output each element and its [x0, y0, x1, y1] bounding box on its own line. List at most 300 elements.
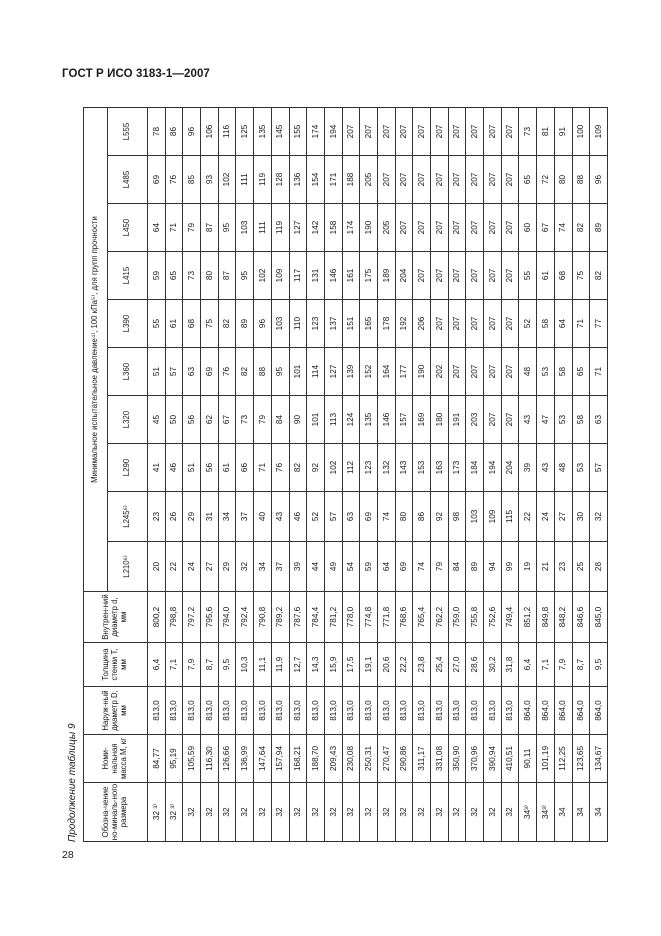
table-cell: 32 — [466, 783, 484, 842]
table-cell: 207 — [448, 300, 466, 348]
table-cell: 111 — [254, 204, 272, 252]
table-cell: 813,0 — [431, 687, 449, 735]
table-cell: 290,86 — [395, 735, 413, 783]
table-cell: 813,0 — [342, 687, 360, 735]
table-cell: 759,0 — [448, 592, 466, 643]
table-row — [448, 108, 466, 842]
table-cell: 96 — [590, 156, 608, 204]
table-cell: 813,0 — [360, 687, 378, 735]
table-cell: 56 — [201, 444, 219, 492]
table-cell: 74 — [413, 542, 431, 592]
table-cell: 207 — [501, 204, 519, 252]
table-cell: 51 — [148, 348, 166, 396]
table-cell: 207 — [501, 252, 519, 300]
table-cell: 84 — [271, 396, 289, 444]
table-cell: 24 — [183, 542, 201, 592]
table-cell: 123,65 — [572, 735, 590, 783]
table-cell: 32 ³⁾ — [165, 783, 183, 842]
table-cell: 73 — [183, 252, 201, 300]
table-cell: 207 — [484, 252, 502, 300]
table-cell: 109 — [590, 108, 608, 156]
table-cell: 57 — [165, 348, 183, 396]
table-cell: 207 — [413, 108, 431, 156]
table-cell: 81 — [537, 108, 555, 156]
table-cell: 88 — [572, 156, 590, 204]
table-row — [254, 108, 272, 842]
table-cell: 174 — [307, 108, 325, 156]
table-cell: 128 — [271, 156, 289, 204]
table-cell: 137 — [324, 300, 342, 348]
table-cell: 115 — [501, 492, 519, 542]
table-cell: 32 — [254, 783, 272, 842]
table-cell: 207 — [501, 300, 519, 348]
table-cell: 19 — [519, 542, 537, 592]
table-cell: 101 — [289, 348, 307, 396]
table-row — [271, 108, 289, 842]
table-cell: 80 — [554, 156, 572, 204]
table-cell: 790,8 — [254, 592, 272, 643]
table-cell: 813,0 — [484, 687, 502, 735]
table-cell: 80 — [395, 492, 413, 542]
table-cell: 28 — [590, 542, 608, 592]
table-cell: 67 — [218, 396, 236, 444]
table-cell: 79 — [254, 396, 272, 444]
table-cell: 34 — [254, 542, 272, 592]
table-cell: 781,2 — [324, 592, 342, 643]
table-cell: 102 — [254, 252, 272, 300]
table-cell: 168,21 — [289, 735, 307, 783]
table-cell: 41 — [148, 444, 166, 492]
table-cell: 864,0 — [572, 687, 590, 735]
table-cell: 103 — [236, 204, 254, 252]
table-row — [537, 108, 555, 842]
table-cell: 93 — [201, 156, 219, 204]
table-cell: 58 — [537, 300, 555, 348]
table-head — [84, 108, 148, 842]
table-cell: 88 — [254, 348, 272, 396]
table-cell: 32 — [413, 783, 431, 842]
table-cell: 22 — [519, 492, 537, 542]
table-cell: 161 — [342, 252, 360, 300]
table-cell: 17,5 — [342, 643, 360, 687]
table-cell: 32 — [218, 783, 236, 842]
table-row — [324, 108, 342, 842]
table-row — [377, 108, 395, 842]
table-cell: 311,17 — [413, 735, 431, 783]
table-row — [501, 108, 519, 842]
table-cell: 177 — [395, 348, 413, 396]
table-cell: 136 — [289, 156, 307, 204]
table-cell: 207 — [448, 156, 466, 204]
table-cell: 864,0 — [519, 687, 537, 735]
table-cell: 21 — [537, 542, 555, 592]
table-cell: 84 — [448, 542, 466, 592]
rotated-table-area — [63, 95, 603, 842]
table-cell: 87 — [201, 204, 219, 252]
table-cell: 188 — [342, 156, 360, 204]
document-header: ГОСТ Р ИСО 3183-1—2007 — [62, 68, 210, 80]
table-cell: 66 — [236, 444, 254, 492]
table-cell: 813,0 — [413, 687, 431, 735]
table-cell: 94 — [484, 542, 502, 592]
table-cell: 794,0 — [218, 592, 236, 643]
table-cell: 203 — [466, 396, 484, 444]
table-cell: 114 — [307, 348, 325, 396]
table-cell: 205 — [377, 204, 395, 252]
table-cell: 813,0 — [236, 687, 254, 735]
table-row — [395, 108, 413, 842]
table-cell: 207 — [448, 108, 466, 156]
table-cell: 765,4 — [413, 592, 431, 643]
table-cell: 164 — [377, 348, 395, 396]
table-cell: 39 — [519, 444, 537, 492]
table-cell: 813,0 — [183, 687, 201, 735]
table-cell: 65 — [519, 156, 537, 204]
table-cell: 32 — [342, 783, 360, 842]
grade-header: L245⁶⁾ — [108, 492, 148, 542]
table-cell: 136,99 — [236, 735, 254, 783]
table-cell: 230,08 — [342, 735, 360, 783]
table-cell: 52 — [307, 492, 325, 542]
table-cell: 784,4 — [307, 592, 325, 643]
table-cell: 105,59 — [183, 735, 201, 783]
table-row — [431, 108, 449, 842]
table-row — [183, 108, 201, 842]
table-cell: 778,0 — [342, 592, 360, 643]
table-cell: 32 — [377, 783, 395, 842]
table-cell: 188,70 — [307, 735, 325, 783]
table-cell: 797,2 — [183, 592, 201, 643]
header-mass: Номи-нальная масса M, кг — [84, 735, 148, 783]
table-cell: 67 — [537, 204, 555, 252]
table-cell: 864,0 — [590, 687, 608, 735]
table-cell: 207 — [431, 252, 449, 300]
table-cell: 123 — [360, 444, 378, 492]
table-cell: 32 — [395, 783, 413, 842]
table-cell: 845,0 — [590, 592, 608, 643]
table-cell: 32 — [271, 783, 289, 842]
header-outer-diameter: Наруж-ный диаметр D, мм — [84, 687, 148, 735]
table-cell: 207 — [431, 156, 449, 204]
table-row — [236, 108, 254, 842]
table-cell: 207 — [431, 204, 449, 252]
table-cell: 27 — [201, 542, 219, 592]
table-cell: 119 — [271, 204, 289, 252]
table-cell: 132 — [377, 444, 395, 492]
table-cell: 86 — [165, 108, 183, 156]
table-cell: 813,0 — [324, 687, 342, 735]
table-cell: 798,8 — [165, 592, 183, 643]
table-cell: 11,9 — [271, 643, 289, 687]
table-cell: 789,2 — [271, 592, 289, 643]
table-cell: 813,0 — [466, 687, 484, 735]
table-cell: 65 — [572, 348, 590, 396]
table-row — [413, 108, 431, 842]
table-cell: 57 — [590, 444, 608, 492]
table-cell: 61 — [537, 252, 555, 300]
table-cell: 169 — [413, 396, 431, 444]
table-cell: 350,90 — [448, 735, 466, 783]
table-cell: 34 — [554, 783, 572, 842]
table-cell: 9,5 — [218, 643, 236, 687]
table-cell: 207 — [431, 300, 449, 348]
table-cell: 92 — [431, 492, 449, 542]
table-row — [201, 108, 219, 842]
table-cell: 204 — [395, 252, 413, 300]
table-cell: 64 — [148, 204, 166, 252]
grade-header: L320 — [108, 396, 148, 444]
table-cell: 54 — [342, 542, 360, 592]
table-cell: 207 — [395, 204, 413, 252]
table-cell: 207 — [395, 108, 413, 156]
table-cell: 163 — [431, 444, 449, 492]
table-cell: 58 — [554, 348, 572, 396]
table-cell: 56 — [183, 396, 201, 444]
table-cell: 34 — [572, 783, 590, 842]
table-cell: 106 — [201, 108, 219, 156]
table-cell: 48 — [519, 348, 537, 396]
table-cell: 80 — [201, 252, 219, 300]
table-cell: 62 — [201, 396, 219, 444]
table-cell: 849,8 — [537, 592, 555, 643]
table-cell: 103 — [466, 492, 484, 542]
table-cell: 787,6 — [289, 592, 307, 643]
grade-header: L390 — [108, 300, 148, 348]
table-cell: 69 — [148, 156, 166, 204]
table-cell: 774,8 — [360, 592, 378, 643]
table-cell: 89 — [590, 204, 608, 252]
table-cell: 184 — [466, 444, 484, 492]
table-cell: 71 — [165, 204, 183, 252]
table-cell: 157 — [395, 396, 413, 444]
table-cell: 153 — [413, 444, 431, 492]
table-cell: 143 — [395, 444, 413, 492]
table-cell: 32 — [431, 783, 449, 842]
table-cell: 43 — [537, 444, 555, 492]
table-cell: 127 — [289, 204, 307, 252]
table-cell: 749,4 — [501, 592, 519, 643]
table-cell: 771,8 — [377, 592, 395, 643]
table-cell: 102 — [218, 156, 236, 204]
table-cell: 43 — [271, 492, 289, 542]
table-cell: 96 — [254, 300, 272, 348]
table-cell: 800,2 — [148, 592, 166, 643]
table-cell: 44 — [307, 542, 325, 592]
table-cell: 55 — [148, 300, 166, 348]
table-cell: 10,3 — [236, 643, 254, 687]
table-cell: 15,9 — [324, 643, 342, 687]
table-cell: 49 — [324, 542, 342, 592]
table-cell: 123 — [307, 300, 325, 348]
table-caption: Продолжение таблицы 9 — [67, 723, 78, 842]
table-cell: 752,6 — [484, 592, 502, 643]
table-cell: 96 — [183, 108, 201, 156]
table-cell: 31 — [201, 492, 219, 542]
table-cell: 207 — [484, 348, 502, 396]
table-cell: 53 — [572, 444, 590, 492]
table-cell: 74 — [377, 492, 395, 542]
table-cell: 6,4 — [519, 643, 537, 687]
table-cell: 109 — [484, 492, 502, 542]
table-cell: 27 — [554, 492, 572, 542]
grade-header: L360 — [108, 348, 148, 396]
table-cell: 65 — [165, 252, 183, 300]
table-cell: 100 — [572, 108, 590, 156]
table-cell: 792,4 — [236, 592, 254, 643]
table-cell: 135 — [360, 396, 378, 444]
table-cell: 207 — [484, 300, 502, 348]
table-cell: 82 — [218, 300, 236, 348]
table-row — [519, 108, 537, 842]
table-cell: 8,7 — [201, 643, 219, 687]
table-cell: 32 — [236, 783, 254, 842]
table-cell: 207 — [448, 252, 466, 300]
table-cell: 75 — [201, 300, 219, 348]
table-cell: 7,1 — [165, 643, 183, 687]
table-cell: 112 — [342, 444, 360, 492]
table-cell: 207 — [377, 108, 395, 156]
table-cell: 30,2 — [484, 643, 502, 687]
table-cell: 90,11 — [519, 735, 537, 783]
table-cell: 51 — [183, 444, 201, 492]
table-cell: 207 — [484, 204, 502, 252]
table-cell: 95 — [236, 252, 254, 300]
table-cell: 158 — [324, 204, 342, 252]
grade-header: L450 — [108, 204, 148, 252]
table-cell: 202 — [431, 348, 449, 396]
table-cell: 29 — [183, 492, 201, 542]
table-cell: 813,0 — [395, 687, 413, 735]
table-cell: 29 — [218, 542, 236, 592]
table-cell: 171 — [324, 156, 342, 204]
table-cell: 84,77 — [148, 735, 166, 783]
table-cell: 109 — [271, 252, 289, 300]
table-cell: 813,0 — [148, 687, 166, 735]
table-cell: 69 — [360, 492, 378, 542]
table-cell: 19,1 — [360, 643, 378, 687]
table-cell: 209,43 — [324, 735, 342, 783]
table-cell: 131 — [307, 252, 325, 300]
table-cell: 95 — [218, 204, 236, 252]
table-cell: 795,6 — [201, 592, 219, 643]
table-cell: 102 — [324, 444, 342, 492]
table-cell: 116,30 — [201, 735, 219, 783]
table-cell: 110 — [289, 300, 307, 348]
table-cell: 191 — [448, 396, 466, 444]
table-cell: 103 — [271, 300, 289, 348]
table-cell: 207 — [466, 252, 484, 300]
table-cell: 813,0 — [501, 687, 519, 735]
table-cell: 190 — [360, 204, 378, 252]
table-cell: 71 — [254, 444, 272, 492]
table-cell: 112,25 — [554, 735, 572, 783]
table-cell: 69 — [201, 348, 219, 396]
table-cell: 813,0 — [271, 687, 289, 735]
table-cell: 32 — [324, 783, 342, 842]
table-cell: 207 — [466, 156, 484, 204]
grade-header: L290 — [108, 444, 148, 492]
table-cell: 207 — [448, 348, 466, 396]
table-cell: 116 — [218, 108, 236, 156]
table-cell: 207 — [466, 348, 484, 396]
table-row — [307, 108, 325, 842]
table-cell: 151 — [342, 300, 360, 348]
table-cell: 82 — [236, 348, 254, 396]
table-cell: 125 — [236, 108, 254, 156]
table-cell: 34³⁾ — [537, 783, 555, 842]
table-cell: 37 — [236, 492, 254, 542]
table-cell: 79 — [431, 542, 449, 592]
table-row — [590, 108, 608, 842]
table-cell: 46 — [289, 492, 307, 542]
table-cell: 32 — [590, 492, 608, 542]
table-cell: 9,5 — [590, 643, 608, 687]
table-cell: 53 — [537, 348, 555, 396]
table-cell: 207 — [413, 156, 431, 204]
table-cell: 813,0 — [289, 687, 307, 735]
table-cell: 331,08 — [431, 735, 449, 783]
table-cell: 152 — [360, 348, 378, 396]
table-cell: 155 — [289, 108, 307, 156]
table-cell: 180 — [431, 396, 449, 444]
table-cell: 32 — [501, 783, 519, 842]
table-cell: 82 — [572, 204, 590, 252]
table-row — [148, 108, 166, 842]
table-cell: 68 — [554, 252, 572, 300]
table-cell: 207 — [484, 156, 502, 204]
table-cell: 31,8 — [501, 643, 519, 687]
table-cell: 207 — [501, 396, 519, 444]
table-cell: 813,0 — [307, 687, 325, 735]
table-cell: 32 — [360, 783, 378, 842]
table-cell: 126,66 — [218, 735, 236, 783]
table-cell: 101,19 — [537, 735, 555, 783]
table-cell: 76 — [271, 444, 289, 492]
table-row — [289, 108, 307, 842]
table-cell: 34 — [218, 492, 236, 542]
table-row — [572, 108, 590, 842]
table-cell: 205 — [360, 156, 378, 204]
table-cell: 154 — [307, 156, 325, 204]
table-cell: 59 — [148, 252, 166, 300]
table-cell: 63 — [342, 492, 360, 542]
table-row — [342, 108, 360, 842]
table-cell: 117 — [289, 252, 307, 300]
table-cell: 82 — [289, 444, 307, 492]
table-cell: 86 — [413, 492, 431, 542]
table-cell: 189 — [377, 252, 395, 300]
table-cell: 390,94 — [484, 735, 502, 783]
table-cell: 39 — [289, 542, 307, 592]
table-cell: 8,7 — [572, 643, 590, 687]
table-cell: 813,0 — [201, 687, 219, 735]
table-cell: 127 — [324, 348, 342, 396]
table-cell: 145 — [271, 108, 289, 156]
table-cell: 206 — [413, 300, 431, 348]
table-cell: 72 — [537, 156, 555, 204]
table-cell: 63 — [590, 396, 608, 444]
table-cell: 63 — [183, 348, 201, 396]
table-cell: 69 — [395, 542, 413, 592]
table-cell: 190 — [413, 348, 431, 396]
header-designation: Обозна-чение но-миналь-ного размера — [84, 783, 148, 842]
table-cell: 30 — [572, 492, 590, 542]
table-cell: 178 — [377, 300, 395, 348]
table-cell: 174 — [342, 204, 360, 252]
table-cell: 32 — [448, 783, 466, 842]
table-row — [484, 108, 502, 842]
table-cell: 204 — [501, 444, 519, 492]
